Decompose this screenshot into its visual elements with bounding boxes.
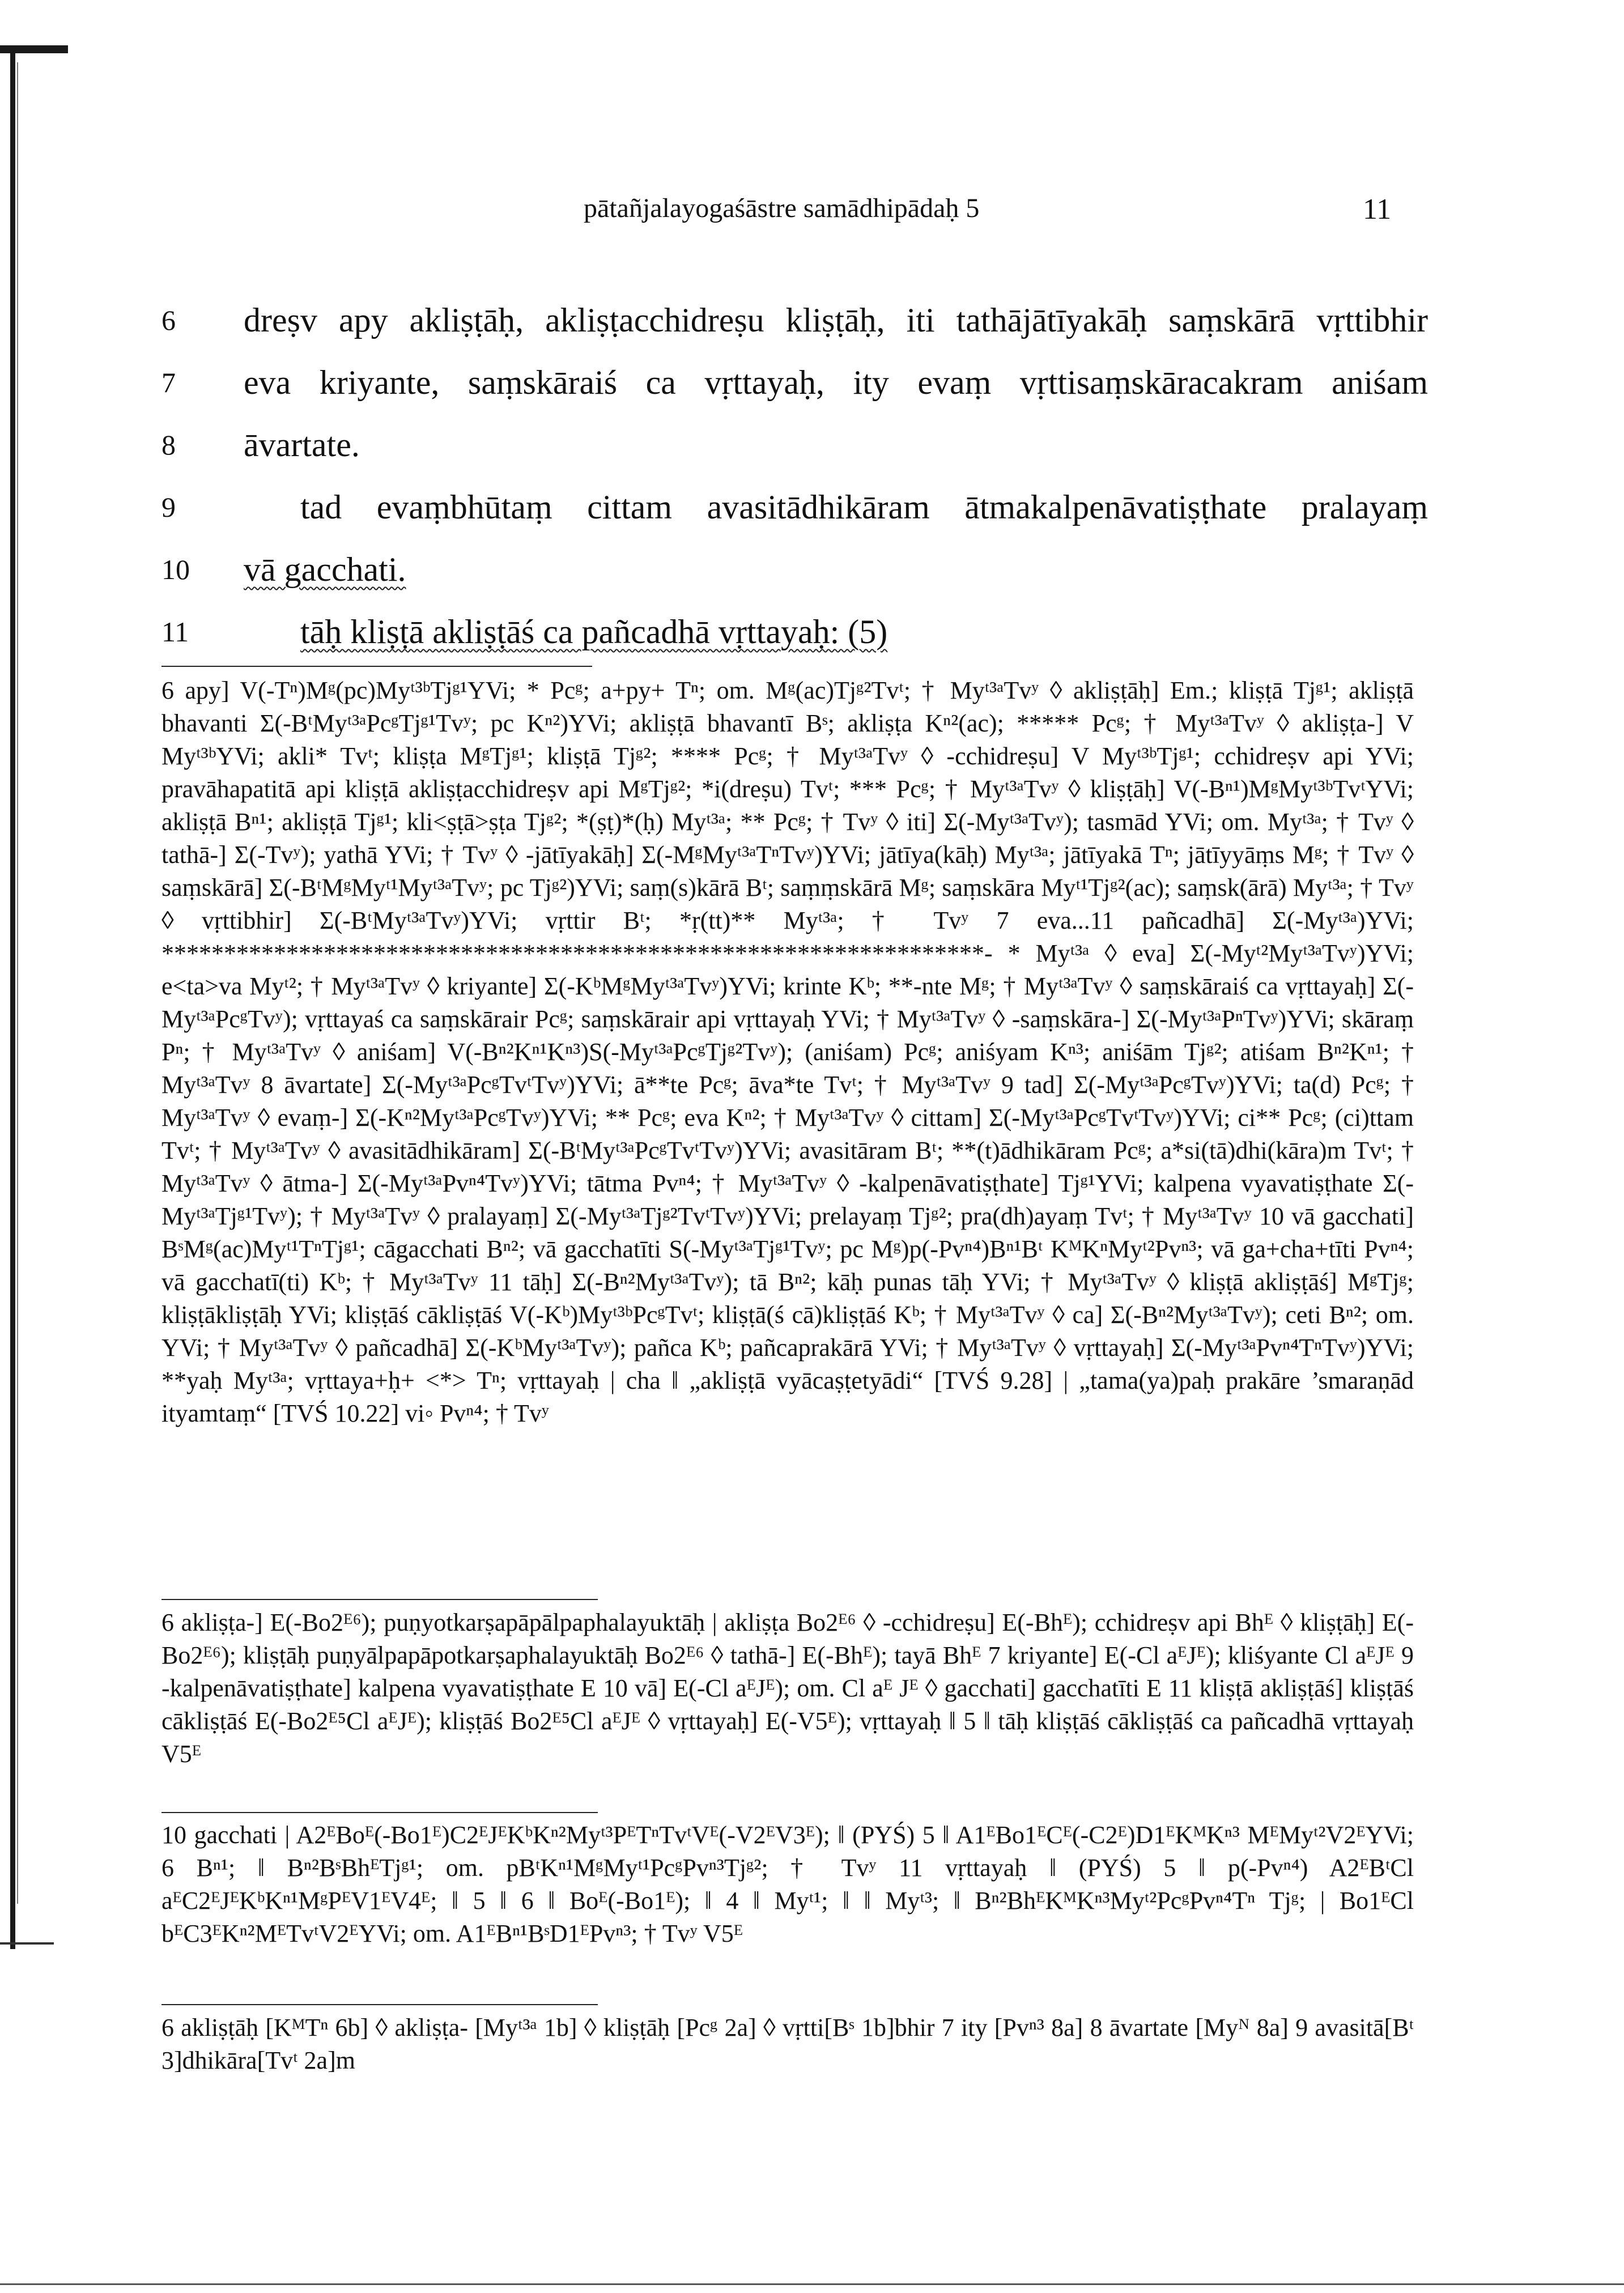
- page-number: 11: [1363, 193, 1392, 226]
- text-line: [161, 414, 1425, 476]
- line-number: 6: [161, 304, 176, 336]
- line-text: āvartate.: [244, 426, 360, 463]
- line-text: tāḥ kliṣṭā akliṣṭāś ca pañcadhā vṛttayaḥ: (5): [300, 613, 888, 650]
- text-line: [161, 538, 1425, 601]
- text-line: [161, 351, 1428, 414]
- apparatus-divider: [161, 666, 592, 667]
- apparatus-divider: [161, 1812, 598, 1813]
- scan-edge-foot: [0, 2283, 1624, 2285]
- line-number: 10: [161, 554, 190, 585]
- text-line: [161, 476, 1428, 538]
- line-text: eva kriyante, saṃskāraiś ca vṛttayaḥ, ity evaṃ vṛttisaṃskāracakram aniśam: [244, 364, 1428, 401]
- scan-edge-left: [10, 45, 15, 1949]
- apparatus-divider: [161, 1599, 598, 1600]
- apparatus-divider: [161, 2004, 598, 2005]
- line-text: vā gacchati.: [244, 551, 406, 588]
- line-number: 9: [161, 491, 176, 523]
- apparatus-manuscripts: 6 apy] V(-Tⁿ)Mᵍ(pc)Myᵗ³ᵇTjᵍ¹YVi; * Pcᵍ; a+py+ Tⁿ; om. Mᵍ(ac)Tjᵍ²Tvᵗ; † Myᵗ³ᵃTvʸ ◊ akliṣṭāḥ] Em.; kliṣṭā Tjᵍ¹; akliṣṭā bhavanti Σ(-BᵗMyᵗ³ᵃPcᵍTjᵍ¹Tvʸ; pc Kⁿ²)YVi; akliṣṭā bhavantī Bˢ; akliṣṭa Kⁿ²(ac); ***** Pcᵍ; † Myᵗ³ᵃTvʸ ◊ akliṣṭa-] V Myᵗ³ᵇYVi; akli* Tvᵗ; kliṣṭa MᵍTjᵍ¹; kliṣṭā Tjᵍ²; **** Pcᵍ; † Myᵗ³ᵃTvʸ ◊ -cchidreṣu] V Myᵗ³ᵇTjᵍ¹; cchidreṣv api YVi; pravāhapatitā api kliṣṭā akliṣṭacchidreṣv api MᵍTjᵍ²; *i(dreṣu) Tvᵗ; *** Pcᵍ; † Myᵗ³ᵃTvʸ ◊ kliṣṭāḥ] V(-Bⁿ¹)MᵍMyᵗ³ᵇTvᵗYVi; akliṣṭā Bⁿ¹; akliṣṭā Tjᵍ¹; kli<ṣṭā>ṣṭa Tjᵍ²; *(ṣṭ)*(ḥ) Myᵗ³ᵃ; ** Pcᵍ; † Tvʸ ◊ iti] Σ(-Myᵗ³ᵃTvʸ); tasmād YVi; om. Myᵗ³ᵃ; † Tvʸ ◊ tathā-] Σ(-Tvʸ); yathā YVi; † Tvʸ ◊ -jātīyakāḥ] Σ(-MᵍMyᵗ³ᵃTⁿTvʸ)YVi; jātīya(kāḥ) Myᵗ³ᵃ; jātīyakā Tⁿ; jātīyyāṃs Mᵍ; † Tvʸ ◊ saṃskārā] Σ(-BᵗMᵍMyᵗ¹Myᵗ³ᵃTvʸ; pc Tjᵍ²)YVi; saṃ(s)kārā Bᵗ; saṃṃskārā Mᵍ; saṃskāra Myᵗ¹Tjᵍ²(ac); saṃsk(ārā) Myᵗ³ᵃ; † Tvʸ ◊ vṛttibhir] Σ(-BᵗMyᵗ³ᵃTvʸ)YVi; vṛttir Bᵗ; *ṛ(tt)** Myᵗ³ᵃ; † Tvʸ 7 eva...11 pañcadhā] Σ(-Myᵗ³ᵃ)YVi; ******************************************************************- * Myᵗ³ᵃ ◊ eva] Σ(-Myᵗ²Myᵗ³ᵃTvʸ)YVi; e<ta>va Myᵗ²; † Myᵗ³ᵃTvʸ ◊ kriyante] Σ(-KᵇMᵍMyᵗ³ᵃTvʸ)YVi; krinte Kᵇ; **-nte Mᵍ; † Myᵗ³ᵃTvʸ ◊ saṃskāraiś ca vṛttayaḥ] Σ(-Myᵗ³ᵃPcᵍTvʸ); vṛttayaś ca saṃskārair Pcᵍ; saṃskārair api vṛttayaḥ YVi; † Myᵗ³ᵃTvʸ ◊ -saṃskāra-] Σ(-Myᵗ³ᵃPⁿTvʸ)YVi; skāraṃ Pⁿ; † Myᵗ³ᵃTvʸ ◊ aniśam] V(-Bⁿ²Kⁿ¹Kⁿ³)S(-Myᵗ³ᵃPcᵍTjᵍ²Tvʸ); (aniśam) Pcᵍ; aniśyam Kⁿ³; aniśām Tjᵍ²; atiśam Bⁿ²Kⁿ¹; † Myᵗ³ᵃTvʸ 8 āvartate] Σ(-Myᵗ³ᵃPcᵍTvᵗTvʸ)YVi; ā**te Pcᵍ; āva*te Tvᵗ; † Myᵗ³ᵃTvʸ 9 tad] Σ(-Myᵗ³ᵃPcᵍTvʸ)YVi; ta(d) Pcᵍ; † Myᵗ³ᵃTvʸ ◊ evaṃ-] Σ(-Kⁿ²Myᵗ³ᵃPcᵍTvʸ)YVi; ** Pcᵍ; eva Kⁿ²; † Myᵗ³ᵃTvʸ ◊ cittam] Σ(-Myᵗ³ᵃPcᵍTvᵗTvʸ)YVi; ci** Pcᵍ; (ci)ttam Tvᵗ; † Myᵗ³ᵃTvʸ ◊ avasitādhikāram] Σ(-BᵗMyᵗ³ᵃPcᵍTvᵗTvʸ)YVi; avasitāram Bᵗ; **(t)ādhikāram Pcᵍ; a*si(tā)dhi(kāra)m Tvᵗ; † Myᵗ³ᵃTvʸ ◊ ātma-] Σ(-Myᵗ³ᵃPvⁿ⁴Tvʸ)YVi; tātma Pvⁿ⁴; † Myᵗ³ᵃTvʸ ◊ -kalpenāvatiṣṭhate] Tjᵍ¹YVi; kalpena vyavatiṣṭhate Σ(-Myᵗ³ᵃTjᵍ¹Tvʸ); † Myᵗ³ᵃTvʸ ◊ pralayaṃ] Σ(-Myᵗ³ᵃTjᵍ²TvᵗTvʸ)YVi; prelayaṃ Tjᵍ²; pra(dh)ayaṃ Tvᵗ; † Myᵗ³ᵃTvʸ 10 vā gacchati] BˢMᵍ(ac)Myᵗ¹TⁿTjᵍ¹; cāgacchati Bⁿ²; vā gacchatīti S(-Myᵗ³ᵃTjᵍ¹Tvʸ; pc Mᵍ)p(-Pvⁿ⁴)Bⁿ¹Bᵗ KᴹKⁿMyᵗ²Pvⁿ³; vā ga+cha+tīti Pvⁿ⁴; vā gacchatī(ti) Kᵇ; † Myᵗ³ᵃTvʸ 11 tāḥ] Σ(-Bⁿ²Myᵗ³ᵃTvʸ); tā Bⁿ²; kāḥ punas tāḥ YVi; † Myᵗ³ᵃTvʸ ◊ kliṣṭā akliṣṭāś] MᵍTjᵍ; kliṣṭākliṣṭāḥ YVi; kliṣṭāś cākliṣṭāś V(-Kᵇ)Myᵗ³ᵇPcᵍTvᵗ; kliṣṭā(ś cā)kliṣṭāś Kᵇ; † Myᵗ³ᵃTvʸ ◊ ca] Σ(-Bⁿ²Myᵗ³ᵃTvʸ); ceti Bⁿ²; om. YVi; † Myᵗ³ᵃTvʸ ◊ pañcadhā] Σ(-KᵇMyᵗ³ᵃTvʸ); pañca Kᵇ; pañcaprakārā YVi; † Myᵗ³ᵃTvʸ ◊ vṛttayaḥ] Σ(-Myᵗ³ᵃPvⁿ⁴TⁿTvʸ)YVi; **yaḥ Myᵗ³ᵃ; vṛttaya+ḥ+ <*> Tⁿ; vṛttayaḥ | cha ‖ „akliṣṭā vyācaṣṭetyādi“ [TVŚ 9.28] | „tama(ya)paḥ prakāre ’smaraṇād ityamtaṃ“ [TVŚ 10.22] vi◦ Pvⁿ⁴; † Tvʸ: [161, 677, 1414, 1427]
- line-number: 8: [161, 429, 176, 461]
- text-line: [161, 289, 1428, 351]
- apparatus-folio-references: 6 akliṣṭāḥ [KᴹTⁿ 6b] ◊ akliṣṭa- [Myᵗ³ᵃ 1b] ◊ kliṣṭāḥ [Pcᵍ 2a] ◊ vṛtti[Bˢ 1b]bhir 7 ity [Pvⁿ³ 8a] 8 āvartate [Myᴺ 8a] 9 avasitā[Bᵗ 3]dhikāra[Tvᵗ 2a]m: [161, 2014, 1414, 2074]
- line-number: 7: [161, 367, 176, 398]
- main-text: [161, 289, 1428, 663]
- scan-edge-bottom-mark: [0, 1942, 54, 1945]
- text-line: [161, 601, 1425, 663]
- line-number: 11: [161, 616, 189, 648]
- scan-edge-left-inner: [17, 62, 18, 1904]
- apparatus-colophons: 10 gacchati | A2ᴱBoᴱ(-Bo1ᴱ)C2ᴱJᴱKᵇKⁿ²Myᵗ³PᴱTⁿTvᵗVᴱ(-V2ᴱV3ᴱ); ‖ (PYŚ) 5 ‖ A1ᴱBo1ᴱCᴱ(-C2ᴱ)D1ᴱKᴹKⁿ³ MᴱMyᵗ²V2ᴱYVi; 6 Bⁿ¹; ‖ Bⁿ²BˢBhᴱTjᵍ¹; om. pBᵗKⁿ¹MᵍMyᵗ¹PcᵍPvⁿ³Tjᵍ²; † Tvʸ 11 vṛttayaḥ ‖ (PYŚ) 5 ‖ p(-Pvⁿ⁴) A2ᴱBᵗCl aᴱC2ᴱJᴱKᵇKⁿ¹MᵍPᴱV1ᴱV4ᴱ; ‖ 5 ‖ 6 ‖ Boᴱ(-Bo1ᴱ); ‖ 4 ‖ Myᵗ¹; ‖ ‖ Myᵗ³; ‖ Bⁿ²BhᴱKᴹKⁿ³Myᵗ²PcᵍPvⁿ⁴Tⁿ Tjᵍ; | Bo1ᴱCl bᴱC3ᴱKⁿ²MᴱTvᵗV2ᴱYVi; om. A1ᴱBⁿ¹BˢD1ᴱPvⁿ³; † Tvʸ V5ᴱ: [161, 1821, 1414, 1947]
- apparatus-editions: 6 akliṣṭa-] E(-Bo2ᴱ⁶); puṇyotkarṣapāpālpaphalayuktāḥ | akliṣṭa Bo2ᴱ⁶ ◊ -cchidreṣu] E(-Bhᴱ); cchidreṣv api Bhᴱ ◊ kliṣṭāḥ] E(-Bo2ᴱ⁶); kliṣṭāḥ puṇyālpapāpotkarṣaphalayuktāḥ Bo2ᴱ⁶ ◊ tathā-] E(-Bhᴱ); tayā Bhᴱ 7 kriyante] E(-Cl aᴱJᴱ); kliśyante Cl aᴱJᴱ 9 -kalpenāvatiṣṭhate] kalpena vyavatiṣṭhate E 10 vā] E(-Cl aᴱJᴱ); om. Cl aᴱ Jᴱ ◊ gacchati] gacchatīti E 11 kliṣṭā akliṣṭāś] kliṣṭāś cākliṣṭāś E(-Bo2ᴱ⁵Cl aᴱJᴱ); kliṣṭāś Bo2ᴱ⁵Cl aᴱJᴱ ◊ vṛttayaḥ] E(-V5ᴱ); vṛttayaḥ ‖ 5 ‖ tāḥ kliṣṭāś cākliṣṭāś ca pañcadhā vṛttayaḥ V5ᴱ: [161, 1609, 1414, 1768]
- running-head: pātañjalayogaśāstre samādhipādaḥ 5: [584, 193, 980, 223]
- line-text: dreṣv apy akliṣṭāḥ, akliṣṭacchidreṣu kliṣṭāḥ, iti tathājātīyakāḥ saṃskārā vṛttibhir: [244, 301, 1428, 339]
- line-text: tad evaṃbhūtaṃ cittam avasitādhikāram ātmakalpenāvatiṣṭhate pralayaṃ: [300, 488, 1428, 526]
